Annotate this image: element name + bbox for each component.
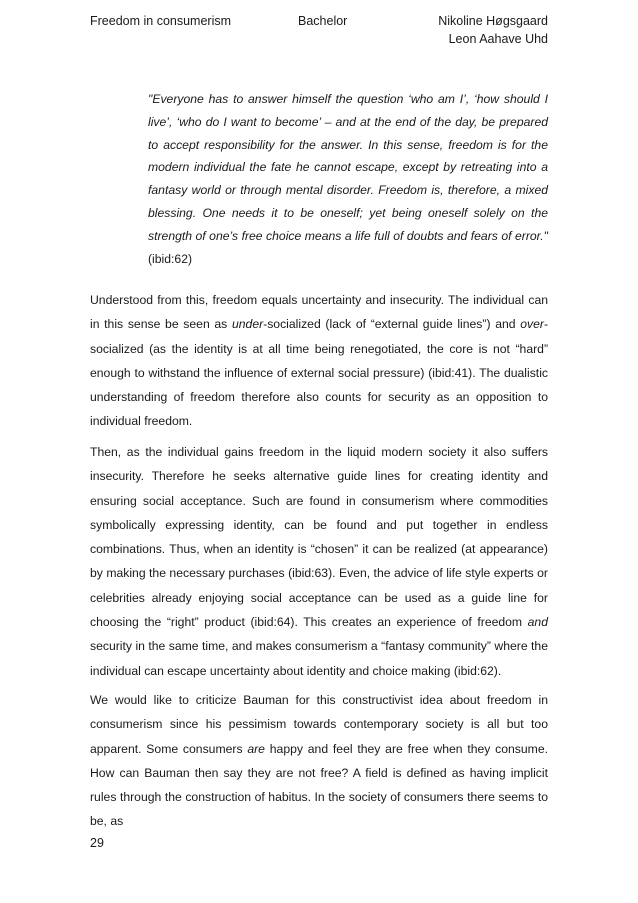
- paragraph-3-text-a: We would like to criticize Bauman for this constructivist idea about freedom in consumerism since his pessimism towards contemporary society is all but too apparent. Some consumers: [90, 693, 548, 756]
- paragraph-3-emphasis-are: are: [247, 741, 265, 756]
- quote-text: "Everyone has to answer himself the question ‘who am I’, ‘how should I live’, ‘who do I want to become’ – and at the end of the day, be prepared to accept responsibility for the answer. In this sense, freedom is for the modern individual the fate he cannot escape, except by retreating into a fantasy world or through mental disorder. Freedom is, therefore, a mixed blessing. One needs it to be oneself; yet being oneself solely on the strength of one’s free choice means a life full of doubts and fears of error.": [148, 92, 548, 243]
- header-degree: Bachelor: [298, 14, 348, 28]
- paragraph-2-text-c: security in the same time, and makes consumerism a “fantasy community” where the individual can escape uncertainty about identity and choice making (ibid:62).: [90, 639, 548, 678]
- header-title: Freedom in consumerism: [90, 14, 232, 28]
- paragraph-1-emphasis-over: over: [520, 317, 544, 332]
- header-author-2: Leon Aahave Uhd: [448, 32, 548, 46]
- paragraph-2-emphasis-and: and: [527, 615, 548, 630]
- paragraph-3: [90, 688, 548, 834]
- paragraph-1-text-e: -socialized (as the identity is at all time being renegotiated, the core is not “hard” enough to withstand the influence of external social pressure) (ibid:41). The dualistic understanding of freedom therefore also counts for security as an opposition to individual freedom.: [90, 317, 548, 429]
- paragraph-1-text-a: Understood from this, freedom equals uncertainty and insecurity. The individual can in this sense be seen as: [90, 293, 548, 332]
- paragraph-1-text-c: -socialized (lack of “external guide lines”) and: [263, 317, 521, 332]
- header-author-1: Nikoline Høgsgaard: [438, 14, 548, 28]
- block-quote: [148, 88, 548, 270]
- paragraph-3-text-c: happy and feel they are free when they consume. How can Bauman then say they are not free? A field is defined as having implicit rules through the construction of habitus. In the society of consumers there seems to be, as: [90, 741, 548, 829]
- page-number: 29: [90, 836, 104, 850]
- paragraph-2-text-a: Then, as the individual gains freedom in the liquid modern society it also suffers insecurity. Therefore he seeks alternative guide lines for creating identity and ensuring social acceptance. Such are found in consumerism where commodities symbolically expressing identity, can be found and put together in endless combinations. Thus, when an identity is “chosen” it can be realized (at appearance) by making the necessary purchases (ibid:63). Even, the advice of life style experts or celebrities already enjoying social acceptance can be used as a guide line for choosing the “right” product (ibid:64). This creates an experience of freedom: [90, 445, 548, 630]
- paragraph-2: [90, 440, 548, 683]
- paragraph-1-emphasis-under: under: [231, 317, 264, 332]
- quote-citation: (ibid:62): [148, 251, 193, 266]
- paragraph-1: [90, 288, 548, 434]
